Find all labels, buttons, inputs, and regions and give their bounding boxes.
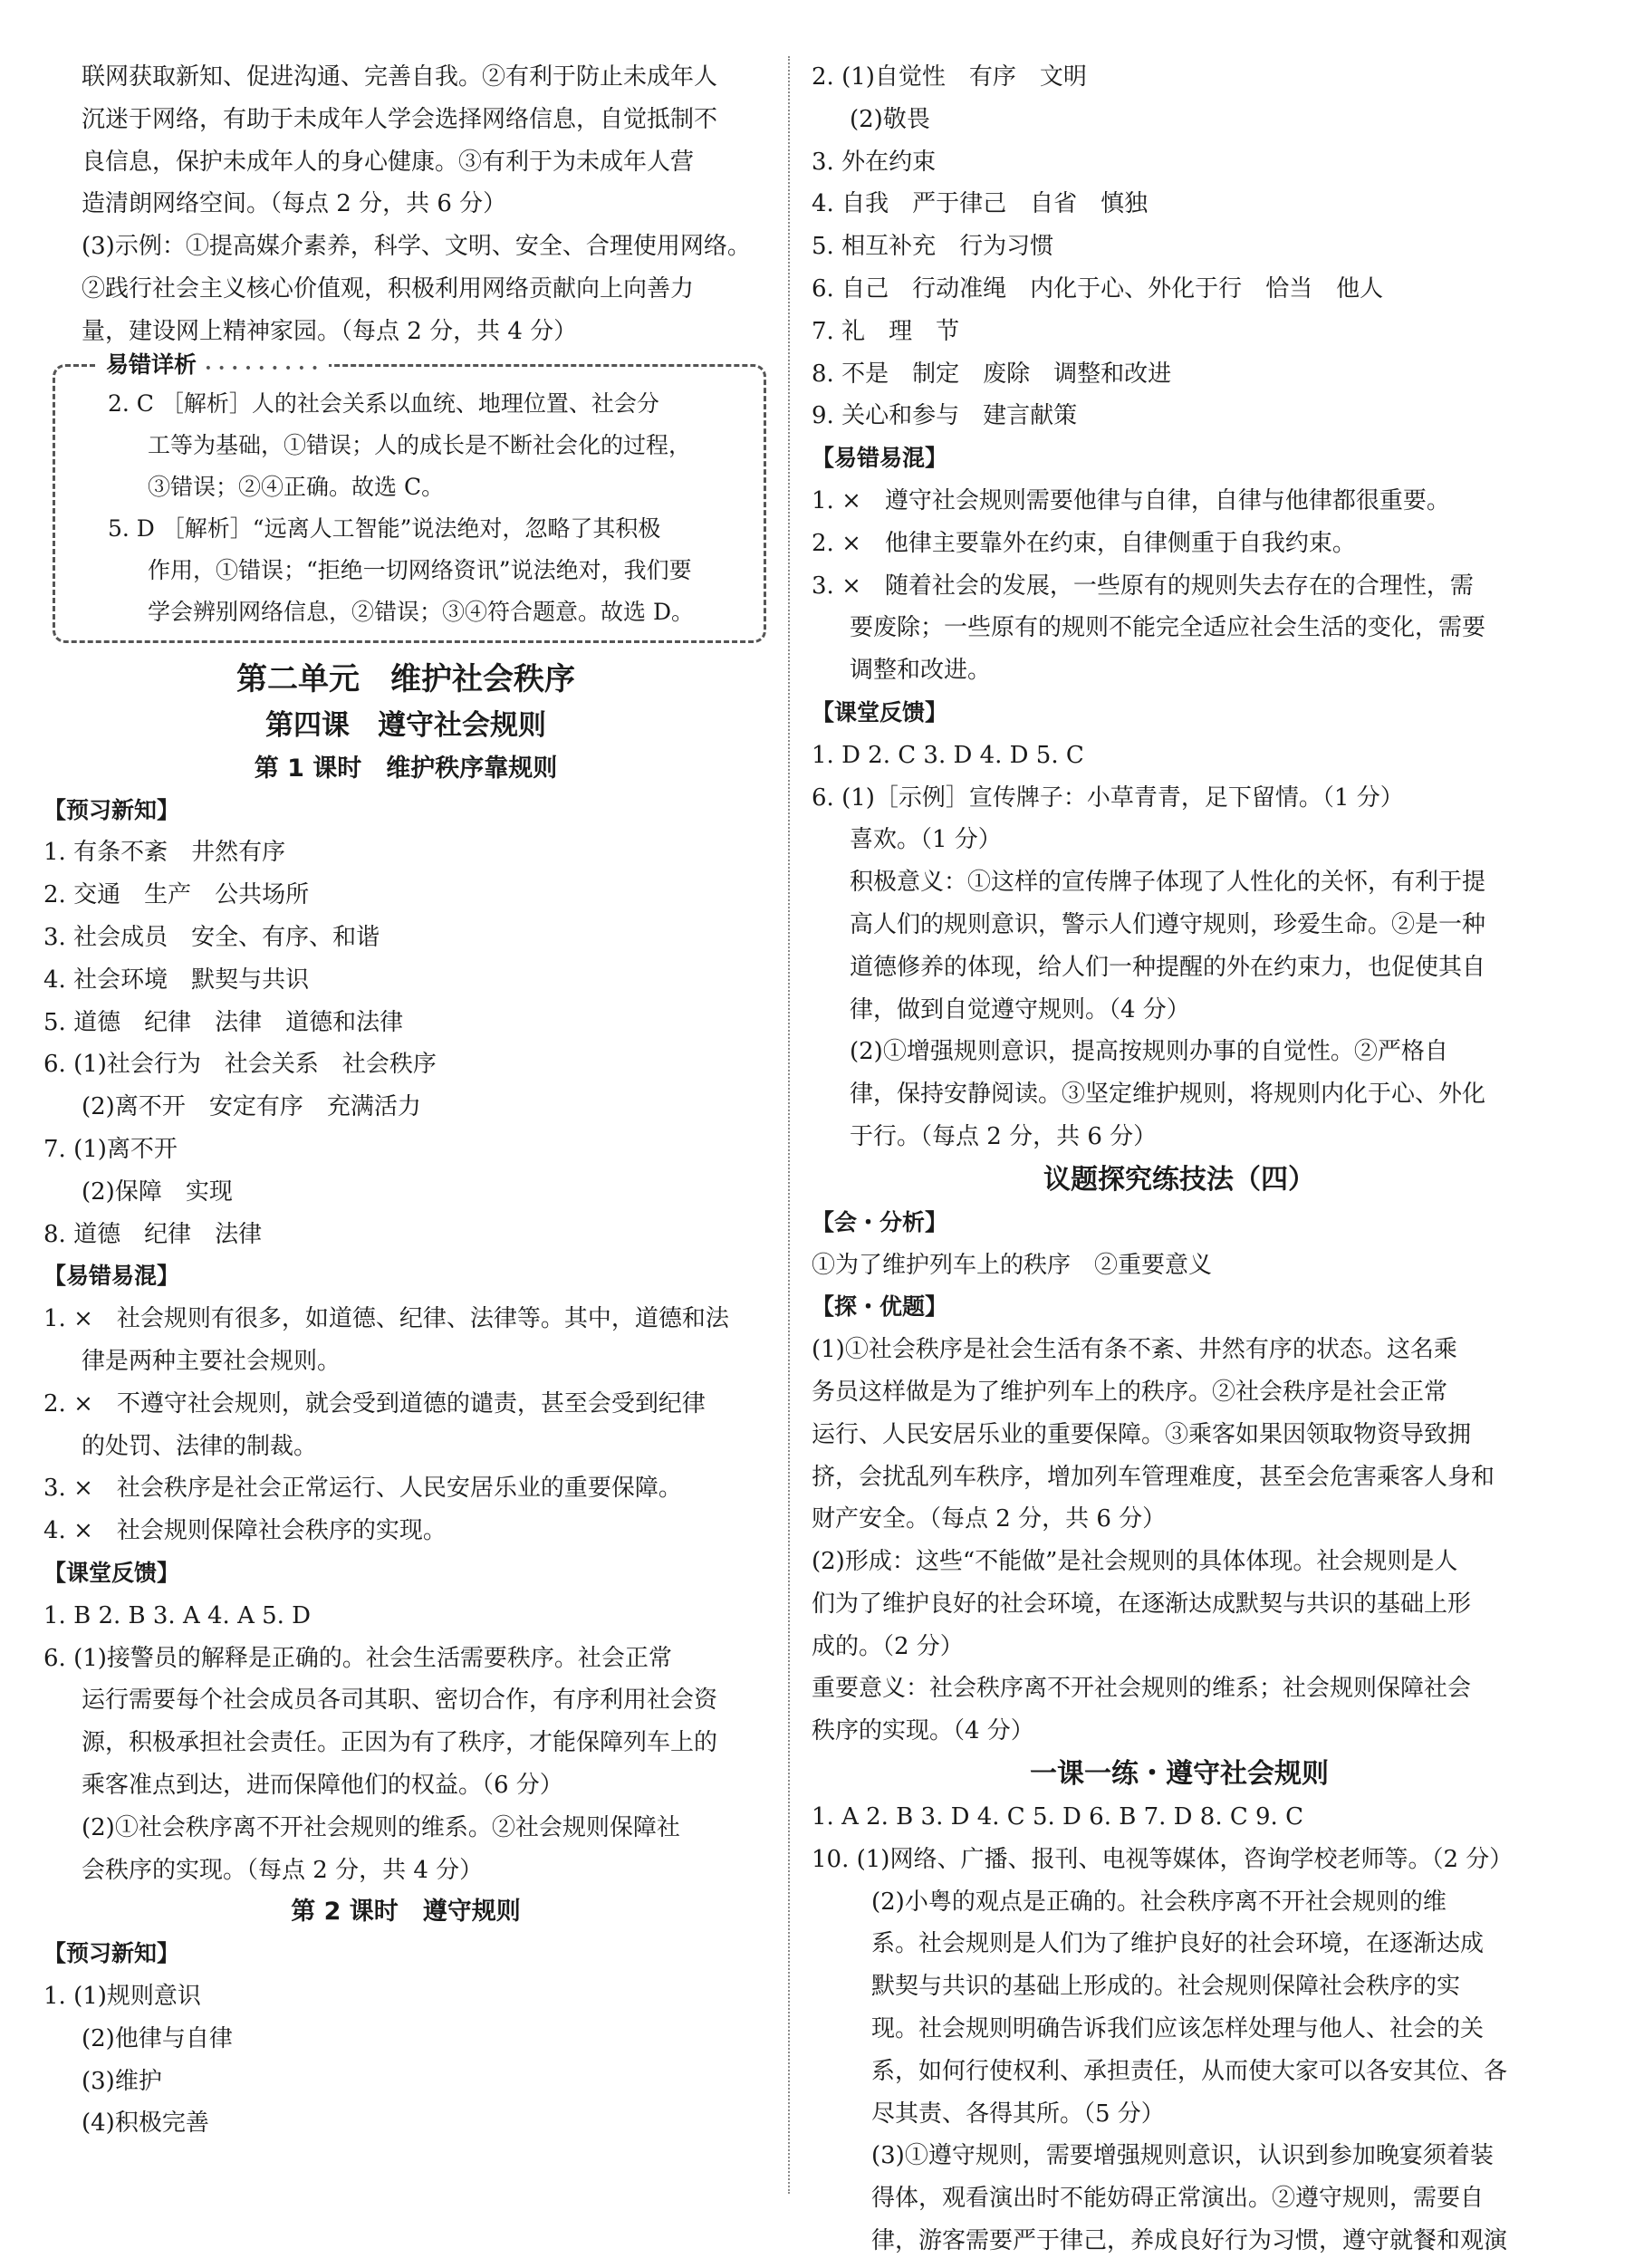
dotted-decoration: • • • • • • • • • (204, 360, 320, 376)
answer-line: 要废除；一些原有的规则不能完全适应社会生活的变化，需要 (850, 614, 1486, 642)
section-label: 【预习新知】 (43, 1940, 180, 1967)
answer-line: (2)①增强规则意识，提高按规则办事的自觉性。②严格自 (850, 1038, 1448, 1066)
right-column (812, 56, 1547, 2263)
text-line: (3)示例：①提高媒介素养，科学、文明、安全、合理使用网络。 (82, 233, 751, 261)
text-line: 量，建设网上精神家园。（每点 2 分，共 4 分） (82, 317, 578, 345)
answer-line: 1. (1)规则意识 (43, 1983, 201, 2011)
issue-title: 议题探究练技法（四） (1043, 1163, 1315, 1196)
answer-line: 5. 道德 纪律 法律 道德和法律 (43, 1008, 404, 1036)
answer-line: 乘客准点到达，进而保障他们的权益。（6 分） (82, 1771, 563, 1799)
answer-line: 3. 社会成员 安全、有序、和谐 (43, 923, 380, 951)
text-line: 造清朗网络空间。（每点 2 分，共 6 分） (82, 190, 507, 218)
text-line: 作用，①错误；“拒绝一切网络资讯”说法绝对，我们要 (148, 556, 692, 583)
answer-line: 的处罚、法律的制裁。 (82, 1432, 318, 1460)
section-label: 【易错易混】 (43, 1263, 180, 1290)
answer-line: 律，游客需要严于律己，养成良好行为习惯，遵守就餐和观演 (871, 2227, 1508, 2255)
answer-line: 于行。（每点 2 分，共 6 分） (850, 1122, 1158, 1150)
intro-block (43, 56, 768, 353)
answer-line: 2. (1)自觉性 有序 文明 (812, 63, 1087, 91)
text-line: 沉迷于网络，有助于未成年人学会选择网络信息，自觉抵制不 (82, 105, 718, 133)
answer-line: 运行、人民安居乐业的重要保障。③乘客如果因领取物资导致拥 (812, 1420, 1472, 1448)
answer-line: 积极意义：①这样的宣传牌子体现了人性化的关怀，有利于提 (850, 869, 1486, 897)
answer-line: (3)①遵守规则，需要增强规则意识，认识到参加晚宴须着装 (871, 2142, 1494, 2170)
text-line: ②践行社会主义核心价值观，积极利用网络贡献向上向善力 (82, 274, 695, 303)
answer-line: 运行需要每个社会成员各司其职、密切合作，有序利用社会资 (82, 1687, 718, 1715)
text-line: 联网获取新知、促进沟通、完善自我。②有利于防止未成年人 (82, 63, 718, 91)
answer-line: 3. × 社会秩序是社会正常运行、人民安居乐业的重要保障。 (43, 1475, 682, 1503)
answer-line: 5. 相互补充 行为习惯 (812, 233, 1054, 261)
answer-line: 高人们的规则意识，警示人们遵守规则，珍爱生命。②是一种 (850, 910, 1486, 938)
answer-line: 喜欢。（1 分） (850, 826, 1002, 854)
answer-line: (2)①社会秩序离不开社会规则的维系。②社会规则保障社 (82, 1813, 680, 1841)
answer-line: 6. 自己 行动准绳 内化于心、外化于行 恰当 他人 (812, 274, 1384, 303)
answer-line: 系。社会规则是人们为了维护良好的社会环境，在逐渐达成 (871, 1930, 1485, 1958)
answer-line: 现。社会规则明确告诉我们应该怎样处理与他人、社会的关 (871, 2015, 1485, 2043)
section-label: 【预习新知】 (43, 796, 180, 823)
answer-line: 重要意义：社会秩序离不开社会规则的维系；社会规则保障社会 (812, 1675, 1472, 1703)
answer-line: 得体，观看演出时不能妨碍正常演出。②遵守规则，需要自 (871, 2185, 1485, 2213)
answer-line: 们为了维护良好的社会环境，在逐渐达成默契与共识的基础上形 (812, 1590, 1472, 1618)
text-line: 工等为基础，①错误；人的成长是不断社会化的过程， (148, 431, 692, 458)
answer-line: 10. (1)网络、广播、报刊、电视等媒体，咨询学校老师等。（2 分） (812, 1845, 1514, 1873)
text-line: 2. C ［解析］人的社会关系以血统、地理位置、社会分 (108, 389, 659, 417)
answer-line: 调整和改进。 (850, 657, 992, 685)
answer-line: 1. × 遵守社会规则需要他律与自律，自律与他律都很重要。 (812, 486, 1450, 514)
answer-line: 4. 社会环境 默契与共识 (43, 966, 310, 994)
answer-line: 9. 关心和参与 建言献策 (812, 402, 1078, 430)
answer-line: 律，保持安静阅读。③坚定维护规则，将规则内化于心、外化 (850, 1081, 1486, 1109)
answer-line: 3. 外在约束 (812, 148, 937, 176)
answer-line: 4. × 社会规则保障社会秩序的实现。 (43, 1517, 447, 1545)
answer-line: 4. 自我 严于律己 自省 慎独 (812, 190, 1149, 218)
answer-line: 2. 交通 生产 公共场所 (43, 881, 310, 909)
lesson-title: 第四课 遵守社会规则 (265, 708, 546, 742)
answer-line: 1. A 2. B 3. D 4. C 5. D 6. B 7. D 8. C 9. C (812, 1803, 1303, 1831)
section-label: 【探・优题】 (812, 1293, 948, 1321)
answer-line: (2)离不开 安定有序 充满活力 (82, 1093, 421, 1121)
section-label: 【易错易混】 (812, 445, 948, 472)
answer-line: 尽其责、各得其所。（5 分） (871, 2100, 1165, 2128)
period-title: 第 2 课时 遵守规则 (291, 1898, 521, 1927)
answer-line: 律是两种主要社会规则。 (82, 1347, 341, 1375)
section-label: 【课堂反馈】 (43, 1559, 180, 1586)
text-line: ③错误；②④正确。故选 C。 (148, 473, 445, 500)
answer-line: 秩序的实现。（4 分） (812, 1717, 1034, 1745)
error-analysis-box (53, 351, 766, 643)
answer-line: 律，做到自觉遵守规则。（4 分） (850, 995, 1190, 1023)
answer-line: 7. (1)离不开 (43, 1135, 178, 1163)
answer-line: (1)①社会秩序是社会生活有条不紊、井然有序的状态。这名乘 (812, 1336, 1457, 1364)
answer-line: 1. B 2. B 3. A 4. A 5. D (43, 1601, 312, 1629)
answer-line: (2)敬畏 (850, 105, 930, 133)
answer-line: 挤，会扰乱列车秩序，增加列车管理难度，甚至会危害乘客人身和 (812, 1463, 1495, 1491)
answer-line: 成的。（2 分） (812, 1632, 964, 1660)
answer-line: 6. (1)接警员的解释是正确的。社会生活需要秩序。社会正常 (43, 1644, 672, 1672)
answer-line: 务员这样做是为了维护列车上的秩序。②社会秩序是社会正常 (812, 1378, 1448, 1406)
answer-line: 财产安全。（每点 2 分，共 6 分） (812, 1505, 1167, 1533)
left-column (43, 56, 768, 2145)
answer-line: 2. × 他律主要靠外在约束，自律侧重于自我约束。 (812, 529, 1356, 557)
answer-line: 1. 有条不紊 井然有序 (43, 839, 286, 867)
answer-line: 默契与共识的基础上形成的。社会规则保障社会秩序的实 (871, 1973, 1461, 2001)
answer-line: 6. (1)社会行为 社会关系 社会秩序 (43, 1051, 437, 1079)
answer-line: (2)他律与自律 (82, 2024, 233, 2052)
unit-title: 第二单元 维护社会秩序 (236, 660, 575, 697)
section-label: 【会・分析】 (812, 1208, 948, 1235)
answer-line: (4)积极完善 (82, 2109, 209, 2138)
answer-line: 1. D 2. C 3. D 4. D 5. C (812, 741, 1084, 769)
answer-line: (2)保障 实现 (82, 1177, 233, 1206)
answer-line: 2. × 不遵守社会规则，就会受到道德的谴责，甚至会受到纪律 (43, 1389, 706, 1418)
answer-line: 系，如何行使权利、承担责任，从而使大家可以各安其位、各 (871, 2057, 1508, 2085)
answer-line: ①为了维护列车上的秩序 ②重要意义 (812, 1251, 1213, 1279)
column-divider (788, 56, 790, 2194)
page-footer (0, 2232, 1634, 2268)
answer-line: 7. 礼 理 节 (812, 317, 960, 345)
period-title: 第 1 课时 维护秩序靠规则 (254, 754, 558, 783)
answer-line: (2)小粤的观点是正确的。社会秩序离不开社会规则的维 (871, 1888, 1447, 1916)
answer-line: 会秩序的实现。（每点 2 分，共 4 分） (82, 1856, 484, 1884)
answer-line: 1. × 社会规则有很多，如道德、纪律、法律等。其中，道德和法 (43, 1305, 729, 1333)
text-line: 5. D ［解析］“远离人工智能”说法绝对，忽略了其积极 (108, 514, 661, 542)
answer-line: 6. (1)［示例］宣传牌子：小草青青，足下留情。（1 分） (812, 783, 1404, 812)
text-line: 良信息，保护未成年人的身心健康。③有利于为未成年人营 (82, 148, 695, 176)
section-label: 【课堂反馈】 (812, 698, 948, 726)
answer-line: 8. 道德 纪律 法律 (43, 1220, 263, 1248)
answer-line: 8. 不是 制定 废除 调整和改进 (812, 360, 1172, 388)
answer-line: 道德修养的体现，给人们一种提醒的外在约束力，也促使其自 (850, 953, 1486, 981)
answer-line: (3)维护 (82, 2067, 162, 2095)
answer-line: (2)形成：这些“不能做”是社会规则的具体体现。社会规则是人 (812, 1548, 1458, 1576)
text-line: 学会辨别网络信息，②错误；③④符合题意。故选 D。 (148, 598, 694, 625)
answer-line: 源，积极承担社会责任。正因为有了秩序，才能保障列车上的 (82, 1729, 718, 1757)
error-analysis-title: 易错详析 • • • • • • • • • (97, 347, 329, 387)
practice-title: 一课一练・遵守社会规则 (1030, 1758, 1329, 1791)
answer-line: 3. × 随着社会的发展，一些原有的规则失去存在的合理性，需 (812, 572, 1474, 600)
